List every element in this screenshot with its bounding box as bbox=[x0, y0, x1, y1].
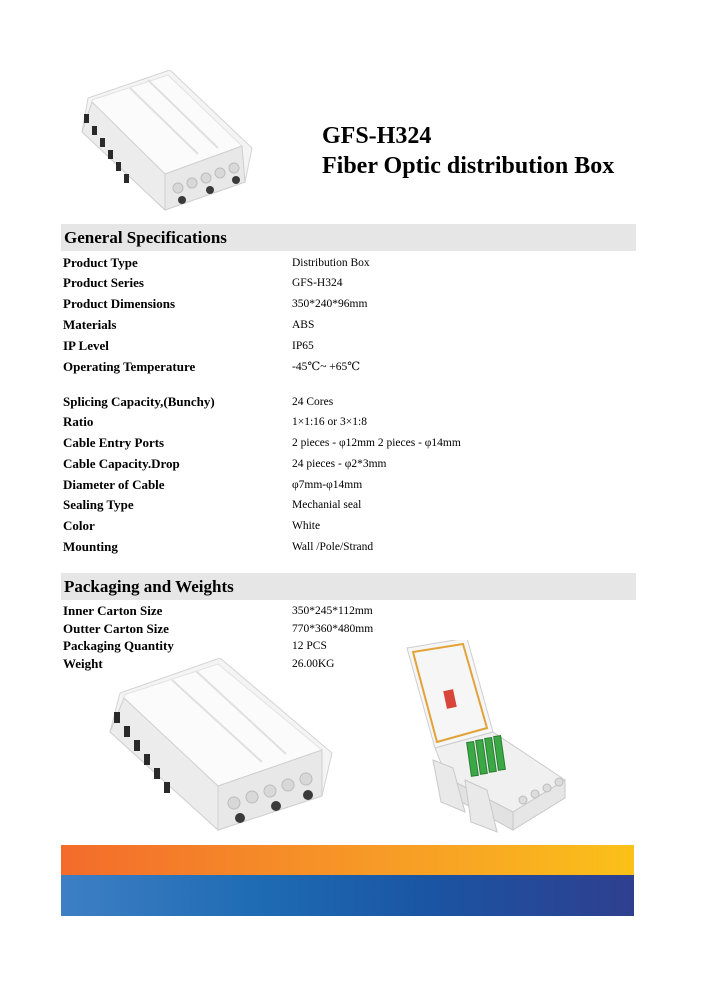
general-specifications-header bbox=[61, 224, 636, 251]
spec-value: Wall /Pole/Strand bbox=[292, 541, 374, 553]
packaging-label: Inner Carton Size bbox=[63, 603, 163, 618]
section-title: Packaging and Weights bbox=[64, 577, 234, 596]
spec-label: Splicing Capacity,(Bunchy) bbox=[63, 394, 215, 409]
spec-label: Product Dimensions bbox=[63, 296, 176, 311]
spec-label: Ratio bbox=[63, 414, 94, 429]
closed-box-image-bottom bbox=[100, 658, 355, 833]
spec-label: Color bbox=[63, 518, 95, 533]
spec-label: Materials bbox=[63, 317, 117, 332]
spec-value: 1×1:16 or 3×1:8 bbox=[292, 416, 367, 428]
spec-value: ABS bbox=[292, 319, 315, 331]
spec-label: Mounting bbox=[63, 539, 118, 554]
packaging-value: 12 PCS bbox=[292, 640, 327, 652]
spec-label: Cable Entry Ports bbox=[63, 435, 165, 450]
packaging-value: 770*360*480mm bbox=[292, 623, 374, 635]
spec-value: White bbox=[292, 520, 321, 532]
spec-label: Sealing Type bbox=[63, 497, 134, 512]
footer-orange-band bbox=[61, 845, 634, 875]
spec-label: IP Level bbox=[63, 338, 109, 353]
spec-label: Cable Capacity.Drop bbox=[63, 456, 180, 471]
spec-label: Product Type bbox=[63, 255, 138, 270]
packaging-label: Weight bbox=[63, 656, 103, 671]
spec-value: GFS-H324 bbox=[292, 277, 343, 289]
spec-value: -45℃~ +65℃ bbox=[292, 361, 361, 373]
spec-label: Operating Temperature bbox=[63, 359, 196, 374]
product-name-title: Fiber Optic distribution Box bbox=[322, 153, 615, 179]
spec-value: 2 pieces - φ12mm 2 pieces - φ14mm bbox=[292, 437, 461, 449]
spec-label: Product Series bbox=[63, 275, 144, 290]
footer-blue-band bbox=[61, 875, 634, 916]
open-box-image bbox=[405, 640, 580, 835]
spec-label: Diameter of Cable bbox=[63, 477, 165, 492]
spec-value: Mechanial seal bbox=[292, 499, 362, 511]
spec-value: 350*240*96mm bbox=[292, 298, 368, 310]
section-title: General Specifications bbox=[64, 228, 227, 247]
spec-value: 24 Cores bbox=[292, 396, 334, 408]
packaging-weights-header bbox=[61, 573, 636, 600]
packaging-label: Outter Carton Size bbox=[63, 621, 169, 636]
spec-value: 24 pieces - φ2*3mm bbox=[292, 458, 387, 470]
product-model-title: GFS-H324 bbox=[322, 123, 432, 149]
packaging-value: 26.00KG bbox=[292, 658, 335, 670]
packaging-value: 350*245*112mm bbox=[292, 605, 373, 617]
closed-box-image-top bbox=[70, 70, 270, 215]
packaging-label: Packaging Quantity bbox=[63, 638, 174, 653]
spec-value: IP65 bbox=[292, 340, 314, 352]
spec-value: Distribution Box bbox=[292, 257, 370, 269]
spec-value: φ7mm-φ14mm bbox=[292, 479, 363, 491]
